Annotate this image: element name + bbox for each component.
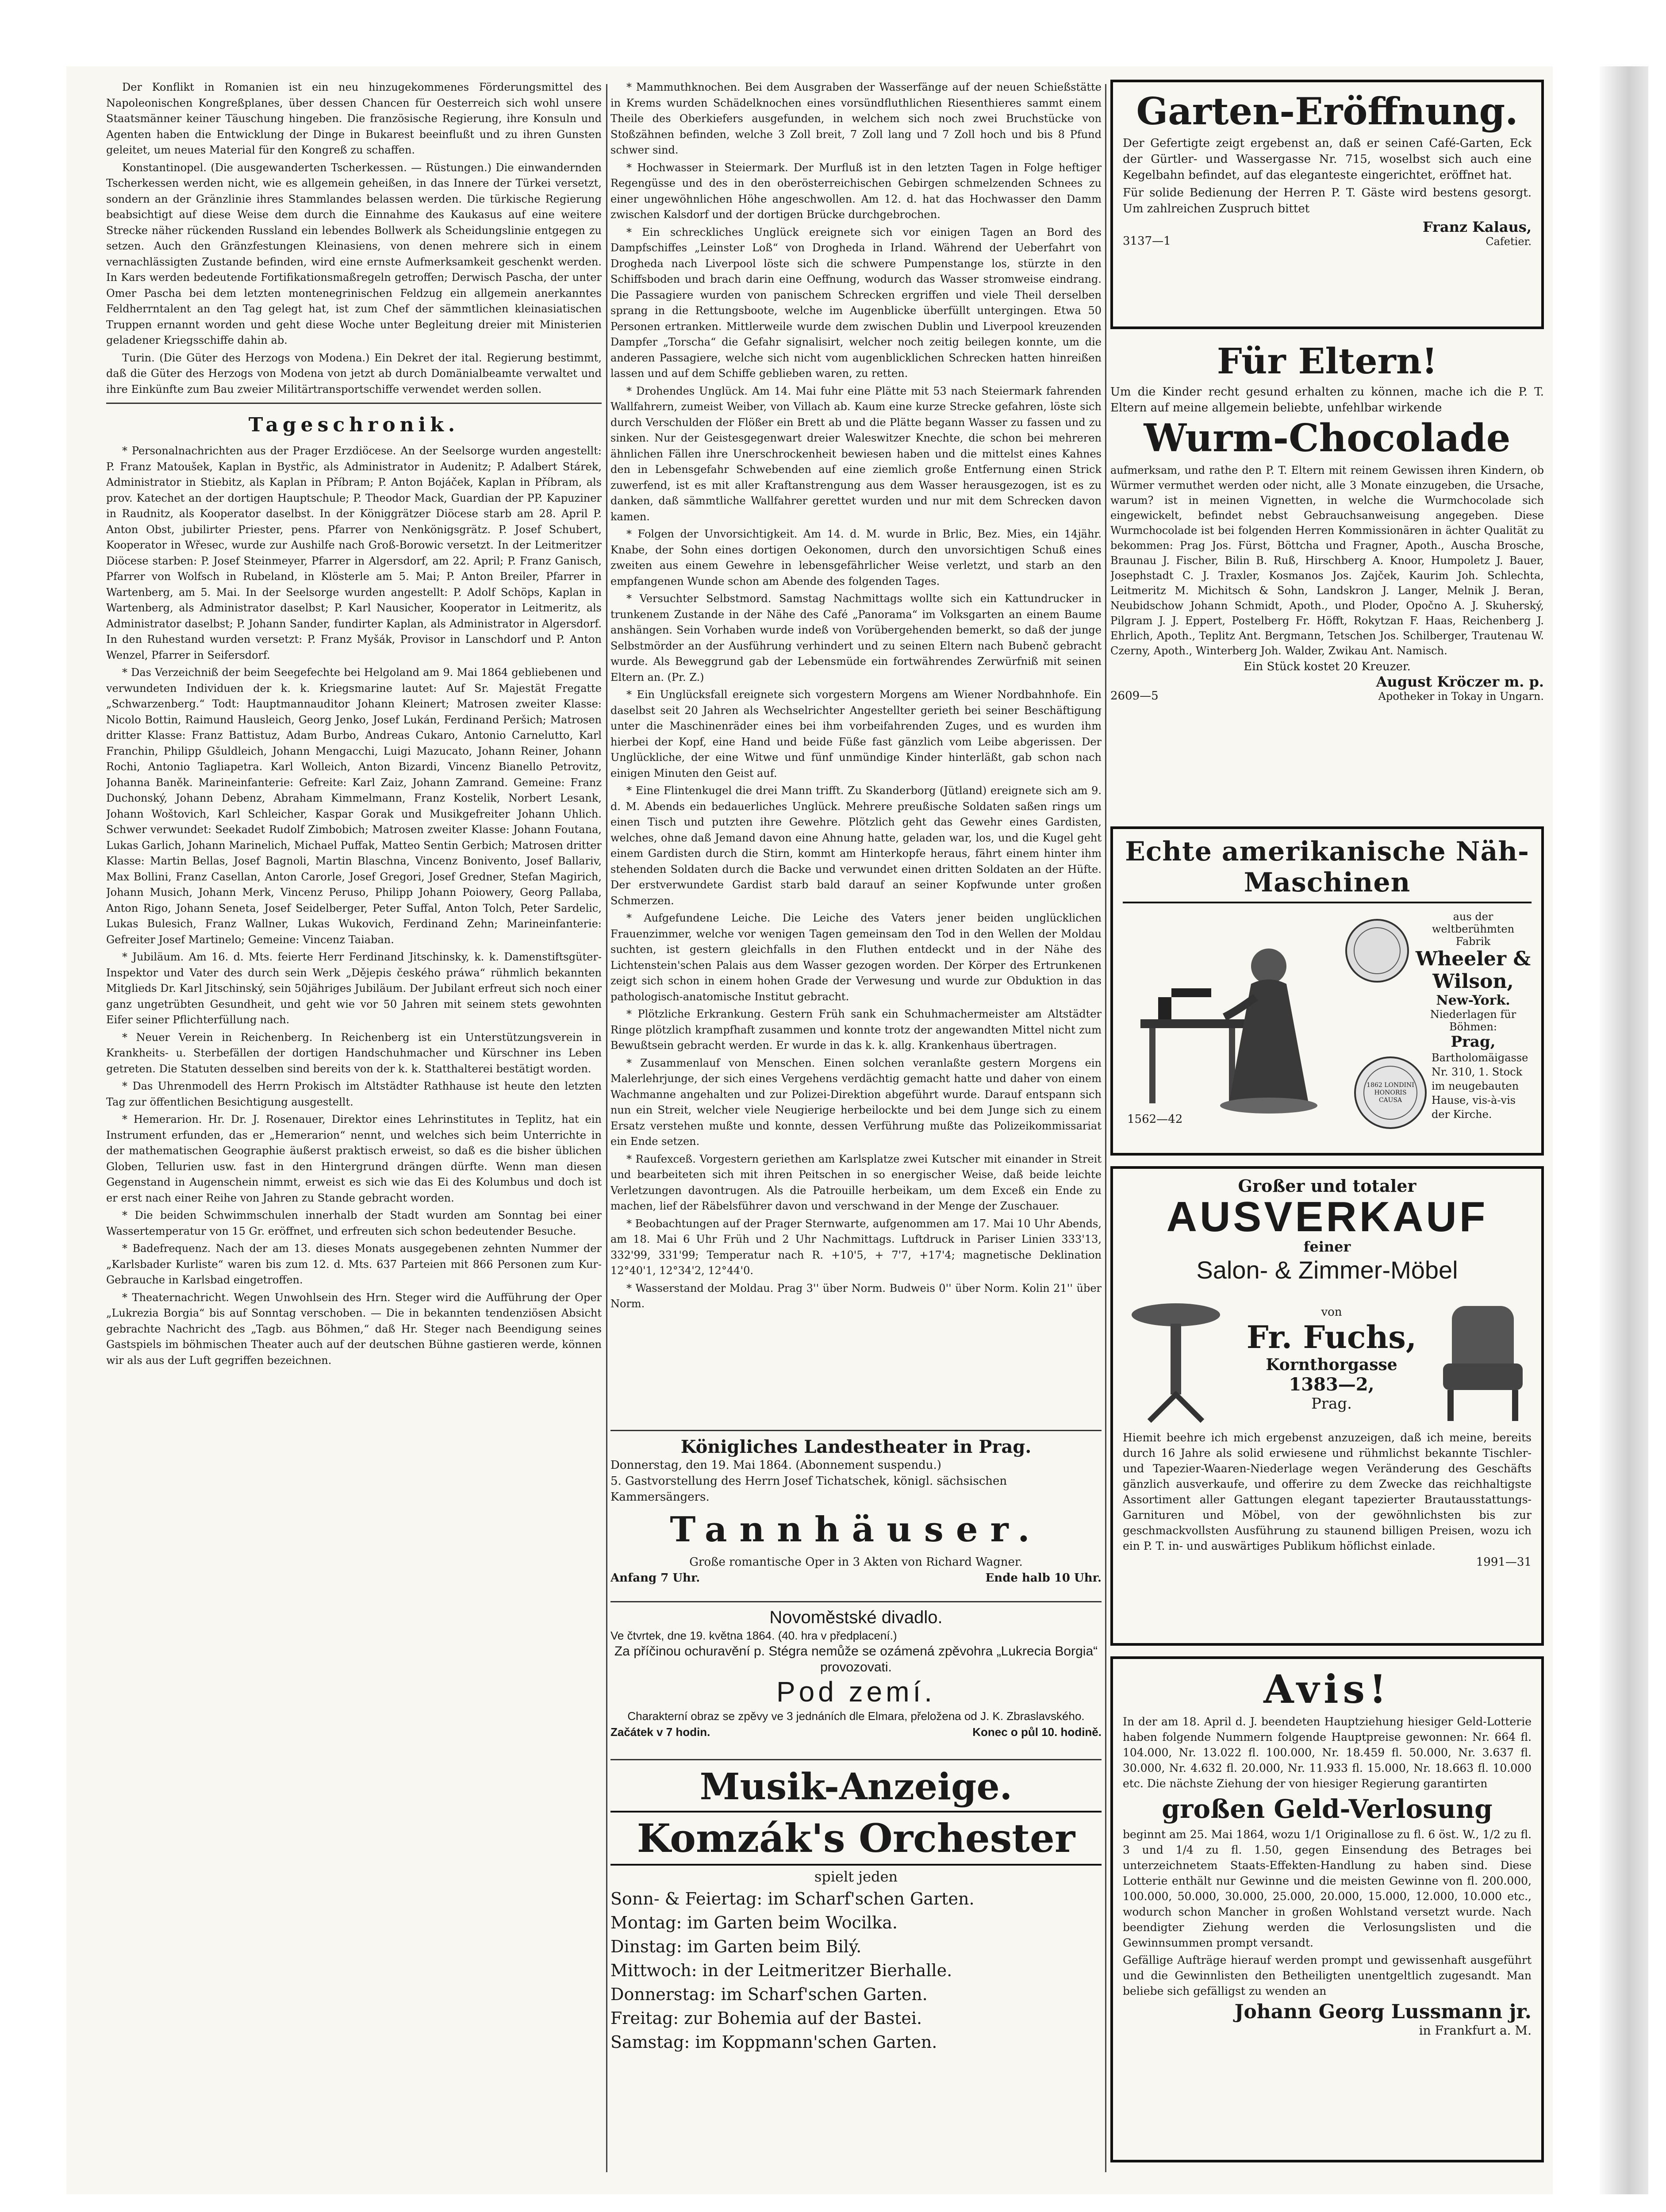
theatre-notice-german [610, 1436, 1102, 1596]
section-divider [610, 1759, 1102, 1760]
ad-eltern-footer [1110, 673, 1544, 703]
ad-avis-signer: Johann Georg Lussmann jr. [1234, 2001, 1532, 2024]
woman-sewing-icon [1123, 909, 1344, 1121]
ad-naeh-text: aus der weltberühmten Fabrik [1432, 910, 1515, 948]
column-right [1110, 80, 1544, 2177]
ad-garten-text: Für solide Bedienung der Herren P. T. Gäste wird bestens gesorgt. Um zahlreichen Zuspruch bittet [1123, 186, 1532, 216]
ad-garten-eroeffnung [1110, 80, 1544, 329]
ad-avis-title: Avis! [1263, 1666, 1391, 1712]
schedule-item: Samstag: im Koppmann'schen Garten. [610, 2032, 937, 2052]
ad-garten-text: Der Gefertigte zeigt ergebenst an, daß er seinen Café-Garten, Eck der Gürtler- und Wassergasse Nr. 715, woselbst sich auch eine Kegelbahn befindet, auf das eleganteste eingerichtet, eröffnet hat. [1123, 137, 1532, 182]
ad-avis-big: großen Geld-Verlosung [1162, 1794, 1493, 1824]
news-item: * Folgen der Unvorsichtigkeit. Am 14. d. M. wurde in Brlic, Bez. Mies, ein 14jähr. Knabe, der Sohn eines dortigen Oekonomen, durch den unvorsichtigen Schuß eines zweiten aus einem Gewehre in lebensgefährlicher Weise verletzt, und starb an den empfangenen Wunde schon am Abende des folgenden Tages. [610, 528, 1102, 588]
news-item: * Drohendes Unglück. Am 14. Mai fuhr eine Plätte mit 53 nach Steiermark fahrenden Wallfahrern, zumeist Weiber, von Villach ab. Kaum eine kurze Strecke gefahren, löste sich durch Verschulden der Flößer ein Brett ab und die Plätte begann Wasser zu fassen und zu sinken. Nur der Geistesgegenwart dreier Waleswitzer Knechte, die schon bei mehreren ähnlichen Fällen ihre Unerschrockenheit bewiesen haben und die mittelst eines Kahnes den in Lebensgefahr Schwebenden auf eine ziemlich große Entfernung einen Strick zuwerfend, ist es mit aller Kraftanstrengung aus dem Wasser herausgezogen, ist es zu danken, daß sämmtliche Wallfahrer gerettet wurden und nur mit dem Schrecken davon kamen. [610, 384, 1102, 523]
column-middle [610, 80, 1102, 2177]
table-furniture-icon [1123, 1288, 1229, 1430]
ad-ausverkauf-top: Großer und totaler [1238, 1176, 1416, 1196]
chronicle-item: * Das Uhrenmodell des Herrn Prokisch im Altstädter Rathhause ist heute den letzten Tag zur öffentlichen Besichtigung ausgestellt. [106, 1080, 602, 1108]
chronicle-item: * Die beiden Schwimmschulen innerhalb der Stadt wurden am Sonntag bei einer Wassertemperatur von 15 Gr. eröffnet, und erfreuten sich schon bedeutender Besuche. [106, 1209, 602, 1237]
ad-avis-text: Gefällige Aufträge hierauf werden prompt und gewissenhaft ausgeführt und die Gewinnlisten den Betheiligten unentgeltlich zugesandt. Man beliebe sich gefälligst zu wenden an [1123, 1954, 1532, 1998]
ad-eltern-title: Für Eltern! [1217, 340, 1438, 382]
ad-number: 3137—1 [1123, 234, 1171, 248]
news-item: * Eine Flintenkugel die drei Mann trifft. Zu Skanderborg (Jütland) ereignete sich am 9. d. M. Abends ein bedauerliches Unglück. Mehrere preußische Soldaten saßen rings um einen Tisch und putzten ihre Gewehre. Plötzlich geht das Gewehr eines Gardisten, welches, ohne daß Jemand davon eine Ahnung hatte, geladen war, los, und die Kugel geht einem Gardisten durch die Stirn, kommt am Hinterkopfe heraus, fährt einem hinter ihm stehenden Soldaten durch die Backe und verwundet einen dritten Soldaten an der Hüfte. Der erstverwundete Gardist starb bald darauf an seiner Kopfwunde unter großen Schmerzen. [610, 784, 1102, 907]
ad-eltern-signer: August Kröczer m. p. [1376, 673, 1544, 691]
article-turin: Turin. (Die Güter des Herzogs von Modena.) Ein Dekret der ital. Regierung bestimmt, daß die Güter des Herzogs von Modena von jetzt ab durch Domänialbeamte verwaltet und ihre Einkünfte zum Bau zweier Militärtransportschiffe verwendet werden sollen. [106, 351, 602, 396]
ad-eltern-price: Ein Stück kostet 20 Kreuzer. [1244, 660, 1411, 674]
ad-ausverkauf-city: Prag. [1311, 1395, 1352, 1413]
ad-garten-signer: Franz Kalaus, [1422, 219, 1532, 236]
news-item: * Hochwasser in Steiermark. Der Murfluß ist in den letzten Tagen in Folge heftiger Regengüsse und des in den oberösterreichischen Gebirgen schmelzenden Schnees zu einer ungewöhnlichen Höhe angeschwollen. Am 12. d. hat das Hochwasser den Damm zwischen Kalsdorf und der dortigen Brücke durchgebrochen. [610, 161, 1102, 221]
chronicle-item: * Badefrequenz. Nach der am 13. dieses Monats ausgegebenen zehnten Nummer der „Karlsbader Kurliste“ waren bis zum 12. d. Mts. 637 Parteien mit 866 Personen zum Kur-Gebrauche in Karlsbad eingetroffen. [106, 1242, 602, 1286]
medal-inscription: 1862 LONDINI HONORIS CAUSA [1367, 1082, 1414, 1104]
chronicle-item: * Theaternachricht. Wegen Unwohlsein des Hrn. Steger wird die Aufführung der Oper „Lukrezia Borgia“ bis auf Sonntag verschoben. — Die in bekannten tendenziösen Absicht gebrachte Nachricht des „Tagb. aus Böhmen,“ daß Hr. Steger nach Beendigung seines Gastspiels im böhmischen Theater auch auf der deutschen Bühne gastieren werde, können wir als aus der Luft gegriffen bezeichnen. [106, 1291, 602, 1367]
czech-theatre-note: Za příčinou ochuravění p. Stégra nemůže se ozámená zpěvohra „Lukrecia Borgia“ provozovati. [614, 1644, 1098, 1674]
czech-theatre-header: Novoměstské divadlo. [769, 1608, 943, 1627]
news-item: * Ein Unglücksfall ereignete sich vorgestern Morgens am Wiener Nordbahnhofe. Ein daselbst seit 20 Jahren als Wechselrichter Angestellter gerieth bei seiner Beschäftigung unter die Maschinenräder eines bei ihm vorbeifahrenden Zuges, und es wurden ihm hierbei der Kopf, eine Hand und beide Füße fast gänzlich vom Leibe abgerissen. Der Unglückliche, der eine Witwe und fünf unmündige Kinder hinterläßt, gab schon nach einigen Minuten den Geist auf. [610, 688, 1102, 780]
ad-garten-footer [1123, 219, 1532, 248]
section-divider [610, 1601, 1102, 1602]
chronicle-item: * Jubiläum. Am 16. d. Mts. feierte Herr Ferdinand Jitschinsky, k. k. Damenstiftsgüter-Inspektor und Vater des durch sein Werk „Dějepis českého práwa“ rühmlich bekannten Mitglieds Dr. Karl Jitschinský, sein 50jähriges Jubiläum. Der Jubilant erfreut sich noch einer ganz ungetrübten Gesundheit, und geht wie vor 50 Jahren mit seinem stets gewohnten Eifer seiner Pflichterfüllung nach. [106, 951, 602, 1026]
article-romania: Der Konflikt in Romanien ist ein neu hinzugekommenes Förderungsmittel des Napoleonischen Kongreßplanes, über dessen Chancen für Oesterreich sich wohl unsere Staatsmänner keiner Täuschung hingeben. Die französische Regierung, ihre Konsuln und Agenten haben die Entwicklung der Dinge in Bukarest beeinflußt und zu ihren Gunsten geleitet, um neues Material für den Kongreß zu schaffen. [106, 81, 602, 156]
schedule-item: Donnerstag: im Scharf'schen Garten. [610, 1985, 928, 2004]
section-heading-tageschronik: Tageschronik. [248, 414, 460, 436]
section-divider [610, 1430, 1102, 1431]
chronicle-item: * Hemerarion. Hr. Dr. J. Rosenauer, Direktor eines Lehrinstitutes in Teplitz, hat ein Instrument erfunden, das er „Hemerarion“ nennt, und welches sich beim Unterrichte in der mathematischen Geographie äußerst praktisch erweist, so daß es die bisher üblichen Globen, Tellurien usw. fast in den Hintergrund drängen dürfte. Wenn man diesen Gegenstand in Augenschein nimmt, erweist es sich wie das Ei des Kolumbus und doch ist er erst nach einer Reihe von Jahren zu Stande gebracht worden. [106, 1113, 602, 1204]
ad-fuer-eltern [1110, 340, 1544, 818]
ad-ausverkauf-title: AUSVERKAUF [1166, 1193, 1488, 1240]
medal-icon [1344, 918, 1410, 984]
section-divider [106, 403, 602, 404]
music-ad [610, 1766, 1102, 2054]
ad-ausverkauf-firm: Fr. Fuchs, [1246, 1319, 1417, 1356]
ad-naeh-details [1353, 909, 1532, 1130]
ad-eltern-role: Apotheker in Tokay in Ungarn. [1378, 690, 1544, 703]
ad-eltern-product: Wurm-Chocolade [1144, 416, 1511, 461]
ad-naeh-prag: Prag, [1451, 1033, 1496, 1051]
ad-avis-lottery [1110, 1656, 1544, 2162]
ad-ausverkauf-von: von [1321, 1306, 1342, 1319]
news-item: * Raufexceß. Vorgestern geriethen am Karlsplatze zwei Kutscher mit einander in Streit und bearbeiteten sich mit ihren Peitschen in so energischer Weise, daß beide leichte Verletzungen davontrugen. Als die Patrouille herbeikam, um dem Exceß ein Ende zu machen, lief der Räbelsführer davon und verschwand in der Menge der Zuschauer. [610, 1152, 1102, 1212]
news-item: * Aufgefundene Leiche. Die Leiche des Vaters jener beiden unglücklichen Frauenzimmer, welche vor wenigen Tagen gemeinsam den Tod in den Wellen der Moldau suchten, ist gestern gleichfalls in den Fluthen entdeckt und in der Nähe des Lichtenstein'schen Palais aus dem Wasser gezogen worden. Der Körper des Ertrunkenen zeigt sich schon in einem hohen Grade der Verwesung und wurde zur Obduktion in das pathologisch-anatomische Institut gebracht. [610, 912, 1102, 1003]
czech-theatre-end: Konec o půl 10. hodině. [972, 1725, 1102, 1739]
music-ad-title: Musik-Anzeige. [699, 1766, 1013, 1808]
plays-every: spielt jeden [814, 1868, 898, 1885]
news-item: * Wasserstand der Moldau. Prag 3'' über Norm. Budweis 0'' über Norm. Kolin 21'' über Norm. [610, 1282, 1102, 1310]
newspaper-page [66, 66, 1553, 2194]
news-item: * Beobachtungen auf der Prager Sternwarte, aufgenommen am 17. Mai 10 Uhr Abends, am 18. Mai 6 Uhr Früh und 2 Uhr Nachmittags. Luftdruck in Pariser Linien 333'13, 332'99, 331'99; Temperatur nach R. +10'5, + 7'7, +17'4; magnetische Deklination 12°40'1, 12°34'2, 12°44'0. [610, 1217, 1102, 1277]
czech-theatre-date: Ve čtvrtek, dne 19. května 1864. (40. hra v předplacení.) [610, 1629, 897, 1642]
czech-theatre-description: Charakterní obraz se zpěvy ve 3 jednáních dle Elmara, přeložena od J. K. Zbraslavského. [627, 1709, 1085, 1723]
ad-naeh-address: Bartholomäigasse Nr. 310, 1. Stock im neugebauten Hause, vis-à-vis der Kirche. [1432, 1052, 1528, 1121]
page-edge-shadow [1600, 66, 1648, 2194]
column-rule [1105, 84, 1106, 2172]
chronicle-item: * Das Verzeichniß der beim Seegefechte bei Helgoland am 9. Mai 1864 gebliebenen und verwundeten Individuen der k. k. Kriegsmarine lautet: Auf Sr. Majestät Fregatte „Schwarzenberg.“ Todt: Hauptmannauditor Johann Kleinert; Matrosen zweiter Klasse: Nicolo Bottin, Raimund Hausleich, Georg Jenko, Josef Lukán, Ferdinand Peršich; Matrosen dritter Klasse: Franz Battistuz, Adam Burbo, Andreas Cukaro, Antonio Carnelutto, Karl Franchin, Philipp Gšuldleich, Johann Mengacchi, Luigi Mazucato, Johann Reiner, Johann Rochi, Antonio Tagliapetra. Karl Wolleich, Anton Bizardi, Vincenz Bianello Petrovitz, Johanna Baněk. Marineinfanterie: Gefreite: Karl Zaiz, Johann Zamrand. Gemeine: Franz Duchonský, Johann Debenz, Abraham Kimmelmann, Franz Kostelik, Norbert Lesank, Johann Woštovich, Karl Schleicher, Kaspar Gorak und Musikgefreiter Johann Uhlich. Schwer verwundet: Seekadet Rudolf Zimbobich; Matrosen zweiter Klasse: Johann Foutana, Lukas Garlich, Johann Marinelich, Michael Puffak, Matteo Sentin Gerbich; Matrosen dritter Klasse: Martin Bellas, Josef Bagnoli, Martin Blaschna, Vincenz Bonivento, Josef Ballariv, Max Bollini, Franz Casellan, Anton Carorle, Josef Gregori, Josef Gredner, Stefan Magirich, Johann Musich, Johann Merk, Vincenz Peruso, Philipp Johann Poiowery, Georg Pallaba, Anton Rigo, Johann Seneta, Josef Seidelberger, Peter Suffal, Anton Tolch, Peter Sardelic, Lukas Bulesich, Franz Wallner, Lukas Wukovich, Ferdinand Zehn; Marineinfanterie: Gefreiter Josef Martinelo; Gemeine: Vincenz Taiaban. [106, 666, 602, 946]
chronicle-item: * Personalnachrichten aus der Prager Erzdiöcese. An der Seelsorge wurden angestellt: P. Franz Matoušek, Kaplan in Bystřic, als Administrator in Audenitz; P. Adalbert Stárek, Administrator in Stiebitz, als Kaplan in Příbram; P. Anton Bojáček, Kaplan in Příbram, als prov. Katechet an der dortigen Hauptschule; P. Theodor Mack, Guardian der PP. Kapuziner in Raudnitz, als Kooperator daselbst. In der Königgrätzer Diöcese starb am 28. April P. Anton Obst, jubilirter Priester, pens. Pfarrer von Nenkönigsgrätz. P. Josef Schubert, Kooperator in Wřesec, wurde zur Aushilfe nach Groß-Borowic versetzt. In der Leitmeritzer Diöcese starben: P. Josef Steinmeyer, Pfarrer in Algersdorf, am 22. April; P. Franz Ganisch, Pfarrer von Wolfsch in Rubeland, in Klösterle am 5. Mai; P. Anton Breiler, Pfarrer in Wartenberg, am 5. Mai. In der Seelsorge wurden angestellt: P. Adolf Schöps, Kaplan in Wartenberg, als Administrator daselbst; P. Karl Nausicher, Kooperator in Leitmeritz, als Administrator daselbst; P. Johann Sander, fundirter Kaplan, als Administrator in Algersdorf. In den Ruhestand wurden versetzt: P. Franz Myšák, Provisor in Lanschdorf und P. Anton Wenzel, Pfarrer in Seifersdorf. [106, 445, 602, 661]
theatre-description: Große romantische Oper in 3 Akten von Richard Wagner. [689, 1555, 1023, 1569]
czech-theatre-times [610, 1724, 1102, 1740]
ad-naeh-title: Echte amerikanische Näh-Maschinen [1123, 836, 1532, 903]
news-item: * Zusammenlauf von Menschen. Einen solchen veranlaßte gestern Morgens ein Malerlehrjunge, der sich eines Vergehens verdächtig gemacht hatte und daher von einem Wachmanne angehalten und zur Polizei-Direktion abgeführt wurde. Darauf entspann sich nun ein Streit, welcher viele Neugierige herbeilockte und bei dem Junge sich zu einem Ersatz verstehen mußte und konnte, dessen Verführung mußte das Polizeikommissariat ein Ende setzen. [610, 1056, 1102, 1148]
news-item: * Mammuthknochen. Bei dem Ausgraben der Wasserfänge auf der neuen Schießstätte in Krems wurden Schädelknochen eines vorsündfluthlichen Riesenthieres sammt einem Theile des Oberkiefers ausgefunden, in welchem sich noch zwei Bruchstücke von Stoßzähnen befinden, welche 3 Zoll breit, 7 Zoll lang und 7 Zoll hoch und bis 8 Pfund schwer sind. [610, 81, 1102, 156]
armchair-icon [1434, 1288, 1532, 1430]
orchestra-name: Komzák's Orchester [610, 1811, 1102, 1866]
medal-icon [1353, 1055, 1428, 1130]
ad-eltern-text: aufmerksam, und rathe den P. T. Eltern mit reinem Gewissen ihren Kindern, ob Würmer vermuthet werden oder nicht, alle 3 Monate einzugeben, die Ursache, warum? ist in meinen Vignetten, in welche die Wurmchocolade sich eingewickelt, befindet nebst Gebrauchsanweisung angegeben. Diese Wurmchocolade ist bei folgenden Herren Kommissionären in ächter Qualität zu bekommen: Prag Jos. Fürst, Böttcha und Fragner, Apoth., Auscha Brosche, Braunau J. Fischer, Bilin B. Ruß, Hirschberg A. Knoor, Humpoletz J. Bauer, Josephstadt C. J. Traxler, Kosmanos Jos. Zajček, Kaurim Joh. Schlechta, Leitmeritz M. Michitsch & Sohn, Landskron J. Langer, Melnik J. Beran, Neubidschow Johann Schmidt, Apoth., und Ploder, Opočno A. J. Skuherský, Pilgram J. J. Eppert, Postelberg Fr. Höfft, Rokytzan F. Haas, Reichenberg J. Ehrlich, Apoth., Teplitz Ant. Bergmann, Tetschen Jos. Schilberger, Trautenau W. Czerny, Apoth., Winterberg Joh. Walder, Zwikau Ant. Namisch. [1110, 464, 1544, 657]
ad-ausverkauf-text: Hiemit beehre ich mich ergebenst anzuzeigen, daß ich meine, bereits durch 16 Jahre als solid erwiesene und rühmlichst bekannte Tischler- und Tapezier-Waaren-Niederlage wegen Veränderung des Geschäfts gänzlich ausverkaufe, und offerire zu dem Zwecke das reichhaltigste Assortiment aller Gattungen elegant tapezierter Brautausstattungs-Garnituren und Möbel, von der gewöhnlichsten bis zur geschmackvollsten Ausführung zu staunend billigen Preisen, wozu ich ein P. T. in- und auswärtiges Publikum höflichst einlade. [1123, 1431, 1532, 1553]
ad-naehmaschinen [1110, 826, 1544, 1156]
ad-number: 2609—5 [1110, 689, 1159, 703]
schedule-item: Freitag: zur Bohemia auf der Bastei. [610, 2008, 922, 2028]
theatre-header: Königliches Landestheater in Prag. [680, 1436, 1032, 1457]
czech-theatre-title: Pod zemí. [776, 1676, 936, 1708]
theatre-notice-czech [610, 1608, 1102, 1754]
ad-avis-text: beginnt am 25. Mai 1864, wozu 1/1 Originallose zu fl. 6 öst. W., 1/2 zu fl. 3 und 1/4 zu fl. 1.50, gegen Einsendung des Betrages bei unterzeichnetem Staats-Effekten-Handlung zu haben sind. Diese Lotterie enthält nur Gewinne und die meisten Gewinne von fl. 200.000, 100.000, 50.000, 30.000, 25.000, 20.000, 15.000, 12.000, 10.000 etc., wodurch schon Mancher in großen Wohlstand versetzt wurde. Nach beendigter Ziehung werden die Verlosungslisten und die Gewinnsummen prompt versandt. [1123, 1828, 1532, 1950]
news-item: * Ein schreckliches Unglück ereignete sich vor einigen Tagen an Bord des Dampfschiffes „Leinster Loß“ von Drogheda in Irland. Während der Ueberfahrt von Drogheda nach Liverpool löste sich die schwere Pumpenstange los, stürzte in den Schiffsboden und brach darin eine Oeffnung, wodurch das Wasser stromweise eindrang. Die Passagiere wurden von panischem Schrecken ergriffen und viele Theil derselben sprang in die Rettungsboote, welche im Augenblicke überfüllt untergingen. Etwa 50 Personen ertranken. Mittlerweile wurde dem zwischen Dublin und Liverpool kreuzenden Dampfer „Torscha“ die Gefahr signalisirt, welcher noch zeitig beilegen konnte, um die anderen Passagiere, welche sich nicht vom augenblicklichen Schrecken hatten hinreißen lassen und auf dem Schiffe geblieben waren, zu retten. [610, 226, 1102, 380]
ad-number: 1991—31 [1476, 1555, 1532, 1569]
ad-ausverkauf-feiner: feiner [1303, 1238, 1351, 1255]
ad-garten-title: Garten-Eröffnung. [1136, 89, 1518, 133]
theatre-start: Anfang 7 Uhr. [610, 1571, 700, 1585]
schedule-item: Sonn- & Feiertag: im Scharf'schen Garten. [610, 1889, 975, 1909]
theatre-end: Ende halb 10 Uhr. [985, 1571, 1102, 1585]
column-rule [606, 84, 607, 2172]
theatre-title: Tannhäuser. [670, 1509, 1042, 1550]
column-left [106, 80, 602, 2177]
schedule-item: Montag: im Garten beim Wocilka. [610, 1913, 898, 1932]
ad-ausverkauf [1110, 1166, 1544, 1646]
ad-garten-role: Cafetier. [1486, 235, 1532, 248]
ad-ausverkauf-addr: 1383—2, [1289, 1374, 1374, 1395]
ad-avis-text: In der am 18. April d. J. beendeten Hauptziehung hiesiger Geld-Lotterie haben folgende Nummern folgende Hauptpreise gewonnen: Nr. 664 fl. 104.000, Nr. 13.022 fl. 100.000, Nr. 18.459 fl. 50.000, Nr. 3.637 fl. 30.000, Nr. 4.632 fl. 20.000, Nr. 11.933 fl. 15.000, Nr. 18.663 fl. 10.000 etc. Die nächste Ziehung der von hiesiger Regierung garantirten [1123, 1715, 1532, 1790]
schedule-item: Dinstag: im Garten beim Bilý. [610, 1937, 862, 1956]
ad-number: 1562—42 [1127, 1113, 1183, 1126]
article-constantinople: Konstantinopel. (Die ausgewanderten Tscherkessen. — Rüstungen.) Die einwandernden Tscherkessen werden nicht, wie es allgemein geheißen, in das Innere der Türkei versetzt, sondern an der Gränzlinie ihres Stammlandes belassen werden. Die türkische Regierung beabsichtigt auf diese Weise dem durch die Einnahme des Kaukasus auf eine weitere Strecke näher rückenden Russland ein lebendes Bollwerk als Scheidungslinie entgegen zu setzen. Auch den Gränzfestungen Kleinasiens, von denen mehrere sich in einem vernachlässigten Zustande befinden, wird eine ernste Aufmerksamkeit geschenkt werden. In Kars werden bedeutende Fortifikationsmaßregeln getroffen; Derwisch Pascha, der unter Omer Pascha bei dem letzten montenegrinischen Feldzug ein allgemein anerkanntes Feldherrntalent an den Tag gelegt hat, ist zum Chef der sämmtlichen kleinasiatischen Truppen ernannt worden und geht diese Woche unter Begleitung dreier mit Ministerien geladener Kriegsschiffe dahin ab. [106, 161, 602, 346]
theatre-guest: 5. Gastvorstellung des Herrn Josef Tichatschek, königl. sächsischen Kammersängers. [610, 1475, 1007, 1504]
ad-naeh-city: New-York. [1436, 993, 1510, 1008]
ad-naeh-brand: Wheeler & Wilson, [1415, 948, 1531, 993]
chronicle-item: * Neuer Verein in Reichenberg. In Reichenberg ist ein Unterstützungsverein in Krankheits- u. Sterbefällen der dortigen Handschuhmacher und Kürschner ins Leben getreten. Die Statuten desselben sind bereits von der k. k. Statthalterei bestätigt worden. [106, 1031, 602, 1075]
ad-eltern-intro: Um die Kinder recht gesund erhalten zu können, mache ich die P. T. Eltern auf meine allgemein beliebte, unfehlbar wirkende [1110, 385, 1544, 415]
sewing-machine-illustration [1123, 909, 1353, 1130]
ad-ausverkauf-street: Kornthorgasse [1266, 1356, 1397, 1375]
theatre-date: Donnerstag, den 19. Mai 1864. (Abonnement suspendu.) [610, 1459, 941, 1472]
theatre-times [610, 1570, 1102, 1586]
news-item: * Versuchter Selbstmord. Samstag Nachmittags wollte sich ein Kattundrucker in trunkenem Zustande in der Nähe des Café „Panorama“ im Volksgarten an einem Baume anshängen. Sein Vorhaben wurde indeß von Vorübergehenden bemerkt, so daß der junge Selbstmörder an der Ausführung verhindert und zu seinen Eltern nach Bubenč gebracht wurde. Als Beweggrund gab der Lebensmüde ein fortwährendes Zerwürfniß mit seinen Eltern an. (Pr. Z.) [610, 592, 1102, 684]
schedule-item: Mittwoch: in der Leitmeritzer Bierhalle. [610, 1961, 952, 1980]
ad-naeh-depot: Niederlagen für Böhmen: [1430, 1008, 1516, 1033]
ad-ausverkauf-sub: Salon- & Zimmer-Möbel [1196, 1256, 1458, 1284]
czech-theatre-start: Začátek v 7 hodin. [610, 1725, 710, 1739]
news-item: * Plötzliche Erkrankung. Gestern Früh sank ein Schuhmachermeister am Altstädter Ringe plötzlich krampfhaft zusammen und konnte trotz der angewandten Mittel nicht zum Bewußtsein gebracht werden. Er wurde in das k. k. allg. Krankenhaus übertragen. [610, 1008, 1102, 1052]
news-items [610, 80, 1102, 1425]
ad-avis-city: in Frankfurt a. M. [1419, 2023, 1532, 2038]
